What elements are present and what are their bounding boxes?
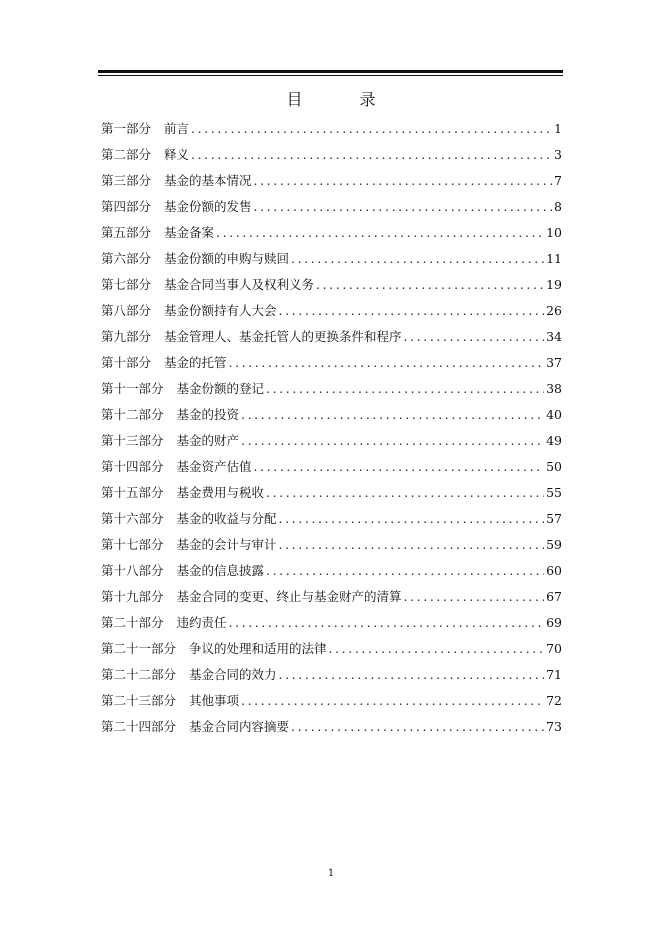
toc-dot-leader	[216, 223, 544, 243]
toc-entry[interactable]	[101, 119, 562, 145]
toc-entry-page: 7	[554, 173, 562, 188]
toc-entry-heading: 基金合同当事人及权利义务	[164, 277, 315, 292]
toc-entry-page: 26	[546, 303, 562, 318]
toc-title: 目 录	[286, 90, 402, 109]
toc-entry[interactable]	[101, 353, 562, 379]
toc-entry[interactable]	[101, 561, 562, 587]
toc-entry-part: 第十一部分	[101, 381, 164, 396]
toc-entry[interactable]	[101, 535, 562, 561]
toc-dot-leader	[254, 197, 553, 217]
header-rule-thin	[98, 75, 563, 76]
toc-entry-page: 60	[546, 563, 562, 578]
toc-entry-part: 第十部分	[101, 355, 152, 370]
toc-entry[interactable]	[101, 145, 562, 171]
toc-entry[interactable]	[101, 613, 562, 639]
toc-entry-heading: 基金备案	[164, 225, 215, 240]
toc-dot-leader	[279, 535, 545, 555]
toc-entry[interactable]	[101, 171, 562, 197]
toc-entry-heading: 基金份额的发售	[164, 199, 252, 214]
toc-dot-leader	[229, 353, 545, 373]
toc-entry-heading: 基金资产估值	[176, 459, 252, 474]
toc-entry-heading: 违约责任	[176, 615, 227, 630]
toc-dot-leader	[279, 665, 545, 685]
toc-entry-heading: 基金份额的登记	[176, 381, 265, 396]
toc-dot-leader	[266, 561, 544, 581]
toc-dot-leader	[404, 587, 545, 607]
toc-entry-page: 8	[554, 199, 562, 214]
toc-entry-heading: 基金的会计与审计	[176, 537, 277, 552]
toc-entry-heading: 基金的收益与分配	[176, 511, 277, 526]
toc-entry-heading: 基金份额的申购与赎回	[164, 251, 290, 266]
toc-entry-page: 3	[554, 147, 562, 162]
toc-entry-page: 67	[546, 589, 562, 604]
toc-dot-leader	[191, 145, 552, 165]
toc-entry-part: 第一部分	[101, 121, 152, 136]
toc-entry-part: 第六部分	[101, 251, 152, 266]
toc-entry-part: 第十六部分	[101, 511, 164, 526]
toc-dot-leader	[266, 483, 544, 503]
toc-entry-part: 第十三部分	[101, 433, 164, 448]
toc-entry[interactable]	[101, 301, 562, 327]
toc-entry-heading: 释义	[164, 147, 190, 162]
toc-entry-page: 40	[546, 407, 562, 422]
toc-entry-heading: 基金合同的效力	[189, 667, 277, 682]
toc-entry-heading: 基金的基本情况	[164, 173, 252, 188]
toc-entry[interactable]	[101, 639, 562, 665]
toc-dot-leader	[191, 119, 552, 139]
toc-entry-heading: 基金份额持有人大会	[164, 303, 277, 318]
toc-entry-heading: 基金的信息披露	[176, 563, 265, 578]
toc-entry[interactable]	[101, 587, 562, 613]
toc-entry-heading: 基金的投资	[176, 407, 240, 422]
toc-entry-heading: 基金管理人、基金托管人的更换条件和程序	[164, 329, 402, 344]
toc-entry-page: 70	[546, 641, 562, 656]
table-of-contents	[101, 119, 562, 743]
toc-dot-leader	[241, 405, 544, 425]
toc-entry[interactable]	[101, 509, 562, 535]
toc-entry[interactable]	[101, 483, 562, 509]
toc-entry-part: 第二十一部分	[101, 641, 177, 656]
toc-entry-heading: 前言	[164, 121, 190, 136]
toc-entry-part: 第二十三部分	[101, 693, 177, 708]
toc-dot-leader	[229, 613, 545, 633]
toc-entry-part: 第十九部分	[101, 589, 164, 604]
toc-dot-leader	[254, 457, 545, 477]
toc-entry-part: 第十四部分	[101, 459, 164, 474]
toc-dot-leader	[291, 249, 544, 269]
toc-dot-leader	[279, 301, 545, 321]
toc-entry-part: 第四部分	[101, 199, 152, 214]
toc-entry-part: 第十七部分	[101, 537, 164, 552]
toc-entry-part: 第二十二部分	[101, 667, 177, 682]
toc-entry-part: 第二十四部分	[101, 719, 177, 734]
toc-entry-part: 第二部分	[101, 147, 152, 162]
toc-entry-part: 第十八部分	[101, 563, 164, 578]
toc-dot-leader	[329, 639, 545, 659]
toc-entry-page: 59	[546, 537, 562, 552]
toc-entry-part: 第九部分	[101, 329, 152, 344]
toc-entry-heading: 基金的财产	[176, 433, 240, 448]
toc-entry-part: 第八部分	[101, 303, 152, 318]
toc-dot-leader	[404, 327, 545, 347]
toc-entry-page: 50	[546, 459, 562, 474]
toc-entry-heading: 其他事项	[189, 693, 240, 708]
toc-entry[interactable]	[101, 457, 562, 483]
toc-dot-leader	[291, 717, 544, 737]
toc-entry-part: 第十五部分	[101, 485, 164, 500]
toc-entry-heading: 争议的处理和适用的法律	[189, 641, 327, 656]
toc-dot-leader	[316, 275, 544, 295]
toc-entry-heading: 基金费用与税收	[176, 485, 265, 500]
toc-entry[interactable]	[101, 197, 562, 223]
toc-entry-part: 第十二部分	[101, 407, 164, 422]
toc-entry-page: 34	[546, 329, 562, 344]
toc-entry-part: 第三部分	[101, 173, 152, 188]
toc-entry[interactable]	[101, 379, 562, 405]
toc-entry-heading: 基金合同内容摘要	[189, 719, 290, 734]
toc-entry[interactable]	[101, 717, 562, 743]
toc-entry-page: 49	[546, 433, 562, 448]
toc-dot-leader	[254, 171, 553, 191]
toc-entry-heading: 基金的托管	[164, 355, 227, 370]
toc-entry[interactable]	[101, 431, 562, 457]
toc-dot-leader	[279, 509, 545, 529]
page-number: 1	[327, 868, 335, 879]
toc-entry-page: 72	[546, 693, 562, 708]
toc-entry-page: 71	[546, 667, 562, 682]
toc-entry-part: 第五部分	[101, 225, 152, 240]
toc-entry-page: 10	[546, 225, 562, 240]
toc-entry-page: 69	[546, 615, 562, 630]
toc-entry[interactable]	[101, 223, 562, 249]
toc-entry[interactable]	[101, 275, 562, 301]
toc-entry-part: 第七部分	[101, 277, 152, 292]
toc-entry-page: 1	[554, 121, 562, 136]
toc-entry-page: 55	[546, 485, 562, 500]
toc-dot-leader	[241, 431, 544, 451]
toc-entry-page: 11	[546, 251, 562, 266]
toc-entry-page: 38	[546, 381, 562, 396]
toc-entry[interactable]	[101, 249, 562, 275]
toc-entry-part: 第二十部分	[101, 615, 164, 630]
toc-entry[interactable]	[101, 665, 562, 691]
toc-entry[interactable]	[101, 327, 562, 353]
toc-entry-page: 19	[546, 277, 562, 292]
toc-dot-leader	[266, 379, 544, 399]
toc-entry[interactable]	[101, 405, 562, 431]
toc-entry-page: 57	[546, 511, 562, 526]
toc-dot-leader	[241, 691, 544, 711]
header-rule-thick	[98, 70, 563, 73]
toc-entry-page: 73	[546, 719, 562, 734]
toc-entry[interactable]	[101, 691, 562, 717]
toc-entry-page: 37	[546, 355, 562, 370]
toc-entry-heading: 基金合同的变更、终止与基金财产的清算	[176, 589, 402, 604]
